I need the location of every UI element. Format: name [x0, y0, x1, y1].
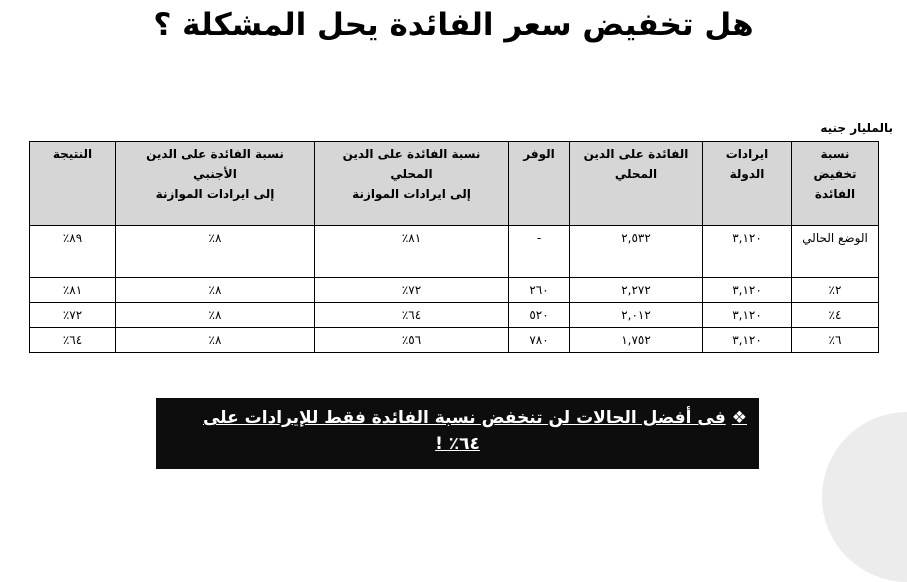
cell-result: ٦٤٪ [30, 328, 116, 353]
header-rate-cut [792, 142, 879, 226]
cell-local-interest: ٢,٠١٢ [570, 303, 703, 328]
header-line: تخفيض [813, 167, 857, 181]
header-result [30, 142, 116, 226]
header-savings [509, 142, 570, 226]
cell-rate-cut: الوضع الحالي [792, 226, 879, 278]
header-line: الفائدة [814, 187, 856, 201]
banner-line-1 [168, 405, 747, 431]
header-local-ratio [315, 142, 509, 226]
cell-revenue: ٣,١٢٠ [703, 278, 792, 303]
cell-local-ratio: ٦٤٪ [315, 303, 509, 328]
cell-savings: - [509, 226, 570, 278]
cell-rate-cut: ٢٪ [792, 278, 879, 303]
interest-table [29, 141, 879, 353]
cell-local-interest: ٢,٢٧٢ [570, 278, 703, 303]
table-header-row [30, 142, 879, 226]
cell-local-ratio: ٧٢٪ [315, 278, 509, 303]
cell-savings: ٢٦٠ [509, 278, 570, 303]
header-line: إلى ايرادات الموازنة [352, 187, 471, 201]
cell-foreign-ratio: ٨٪ [116, 328, 315, 353]
cell-savings: ٥٢٠ [509, 303, 570, 328]
header-line: النتيجة [52, 147, 93, 161]
cell-revenue: ٣,١٢٠ [703, 226, 792, 278]
table-row [30, 226, 879, 278]
decorative-circle [822, 412, 907, 582]
unit-note: بالمليار جنيه [820, 121, 893, 135]
header-foreign-ratio [116, 142, 315, 226]
header-line: الدولة [729, 167, 765, 181]
cell-revenue: ٣,١٢٠ [703, 303, 792, 328]
header-line: الأجنبي [193, 167, 237, 181]
table-row [30, 278, 879, 303]
cell-result: ٨١٪ [30, 278, 116, 303]
table-row [30, 328, 879, 353]
header-line: نسبة [820, 147, 850, 161]
cell-savings: ٧٨٠ [509, 328, 570, 353]
header-local-interest [570, 142, 703, 226]
cell-result: ٨٩٪ [30, 226, 116, 278]
cell-result: ٧٢٪ [30, 303, 116, 328]
header-line: الوفر [523, 147, 555, 161]
table-row [30, 303, 879, 328]
cell-foreign-ratio: ٨٪ [116, 226, 315, 278]
header-line: نسبة الفائدة على الدين [146, 147, 284, 161]
cell-rate-cut: ٤٪ [792, 303, 879, 328]
conclusion-banner [156, 398, 759, 469]
diamond-bullet-icon: ❖ [731, 408, 747, 428]
header-line: المحلي [390, 167, 433, 181]
cell-foreign-ratio: ٨٪ [116, 303, 315, 328]
banner-line-2: ٦٤٪ ! [435, 434, 480, 454]
banner-text-1: فى أفضل الحالات لن تنخفض نسبة الفائدة فقط للإيرادات على [202, 408, 726, 428]
cell-local-ratio: ٨١٪ [315, 226, 509, 278]
cell-local-ratio: ٥٦٪ [315, 328, 509, 353]
header-line: الفائدة على الدين [583, 147, 689, 161]
header-state-revenue [703, 142, 792, 226]
cell-local-interest: ٢,٥٣٢ [570, 226, 703, 278]
cell-rate-cut: ٦٪ [792, 328, 879, 353]
cell-revenue: ٣,١٢٠ [703, 328, 792, 353]
cell-local-interest: ١,٧٥٢ [570, 328, 703, 353]
header-line: نسبة الفائدة على الدين [342, 147, 481, 161]
header-line: المحلي [614, 167, 658, 181]
header-line: إلى ايرادات الموازنة [155, 187, 275, 201]
header-line: ايرادات [725, 147, 769, 161]
page-title: هل تخفيض سعر الفائدة يحل المشكلة ؟ [153, 7, 754, 43]
cell-foreign-ratio: ٨٪ [116, 278, 315, 303]
